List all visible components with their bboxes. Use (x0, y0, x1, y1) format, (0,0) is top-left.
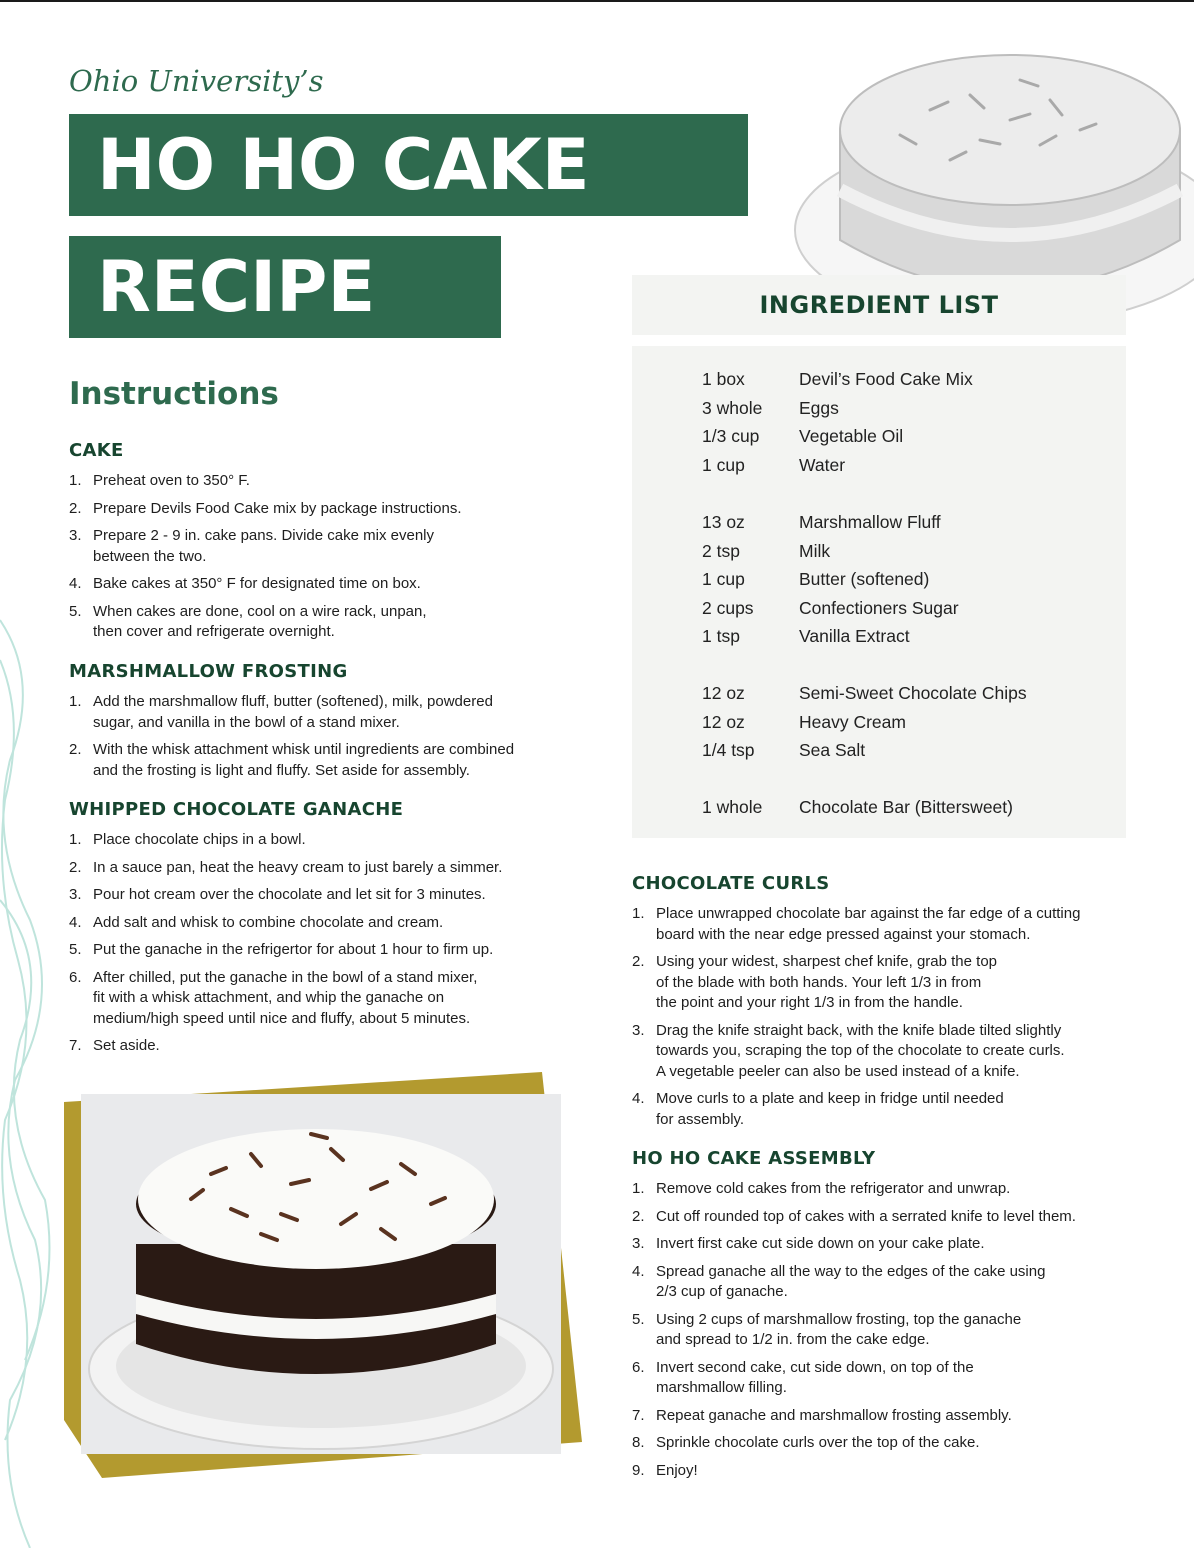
step-text: Place chocolate chips in a bowl. (93, 831, 306, 848)
step-item (632, 1021, 1172, 1083)
title-banner-line1: HO HO CAKE (69, 114, 748, 216)
ingredient-quantity: 2 tsp (702, 540, 740, 561)
step-text: Using your widest, sharpest chef knife, grab the top of the blade with both hands. Your left 1/3 in from the point and your right 1/3 in from the handle. (656, 953, 998, 1011)
step-text: Invert second cake, cut side down, on top of the marshmallow filling. (656, 1358, 974, 1396)
ingredient-group-frosting (702, 508, 959, 651)
step-item (69, 968, 609, 1030)
step-number: 2. (69, 858, 82, 876)
ingredient-quantity: 1/3 cup (702, 426, 760, 447)
step-text: Drag the knife straight back, with the knife blade tilted slightly towards you, scraping the top of the chocolate to create curls. A vegetable peeler can also be used instead of a knife. (656, 1021, 1065, 1080)
step-number: 1. (69, 472, 82, 489)
step-item (632, 1207, 1172, 1228)
cake-steps (69, 471, 609, 643)
step-text: Enjoy! (656, 1461, 698, 1479)
step-number: 7. (632, 1406, 645, 1424)
step-text: Place unwrapped chocolate bar against the far edge of a cutting board with the near edge pressed against your stomach. (656, 905, 1081, 943)
step-item (632, 1406, 1172, 1427)
step-number: 5. (632, 1310, 645, 1328)
curls-section-title: CHOCOLATE CURLS (632, 873, 830, 894)
ingredient-name: Sea Salt (799, 740, 866, 761)
ingredient-name: Eggs (799, 397, 839, 418)
cake-section-title: CAKE (69, 440, 124, 461)
step-number: 4. (69, 913, 82, 931)
step-item (632, 1234, 1172, 1255)
ingredient-name: Butter (softened) (799, 569, 930, 590)
ingredient-quantity: 3 whole (702, 397, 763, 418)
step-item (69, 602, 609, 643)
step-number: 1. (632, 1180, 645, 1197)
ingredient-name: Semi-Sweet Chocolate Chips (799, 683, 1027, 703)
assembly-steps (632, 1179, 1172, 1481)
step-item (69, 940, 609, 961)
ingredient-row (702, 594, 959, 623)
step-number: 8. (632, 1434, 645, 1451)
step-number: 7. (69, 1037, 82, 1054)
step-item (69, 692, 609, 733)
step-number: 6. (69, 968, 82, 986)
ingredient-quantity: 2 cups (702, 597, 754, 618)
ingredient-row (702, 451, 973, 480)
ingredient-quantity: 13 oz (702, 512, 745, 532)
step-text: Repeat ganache and marshmallow frosting assembly. (656, 1406, 1012, 1424)
step-item (632, 1179, 1172, 1200)
ingredient-quantity: 1 tsp (702, 626, 740, 647)
ingredient-name: Milk (799, 540, 831, 561)
step-text: In a sauce pan, heat the heavy cream to just barely a simmer. (93, 858, 503, 876)
assembly-section (632, 1148, 1172, 1488)
ganache-steps (69, 830, 609, 1057)
ingredient-row (702, 679, 1027, 708)
step-number: 1. (632, 905, 645, 922)
ingredient-list-title: INGREDIENT LIST (759, 291, 999, 319)
step-text: Add the marshmallow fluff, butter (softened), milk, powdered sugar, and vanilla in the bowl of a stand mixer. (93, 693, 493, 731)
ingredient-name: Chocolate Bar (Bittersweet) (799, 797, 1013, 817)
step-text: Move curls to a plate and keep in fridge until needed for assembly. (656, 1090, 1004, 1128)
step-text: Pour hot cream over the chocolate and let sit for 3 minutes. (93, 886, 486, 903)
ingredient-name: Marshmallow Fluff (799, 512, 941, 532)
step-item (69, 471, 609, 492)
step-text: Cut off rounded top of cakes with a serrated knife to level them. (656, 1207, 1076, 1225)
step-number: 3. (69, 527, 82, 544)
ingredient-name: Heavy Cream (799, 711, 906, 732)
ingredient-row (702, 537, 959, 566)
step-text: Using 2 cups of marshmallow frosting, top the ganache and spread to 1/2 in. from the cake edge. (656, 1310, 1022, 1348)
ingredient-quantity: 1 cup (702, 569, 745, 590)
step-number: 4. (69, 575, 82, 592)
step-item (69, 740, 609, 781)
ingredient-name: Vanilla Extract (799, 626, 910, 647)
ingredient-quantity: 12 oz (702, 683, 745, 703)
ingredient-quantity: 1 box (702, 369, 745, 389)
ganache-section (69, 799, 609, 1064)
ingredient-quantity: 1 cup (702, 454, 745, 475)
ingredient-row (702, 365, 973, 394)
assembly-section-title: HO HO CAKE ASSEMBLY (632, 1148, 876, 1169)
ingredient-name: Confectioners Sugar (799, 597, 959, 618)
step-number: 3. (632, 1235, 645, 1252)
ingredient-name: Water (799, 454, 846, 475)
step-item (632, 1262, 1172, 1303)
ingredient-quantity: 1/4 tsp (702, 740, 755, 761)
ingredient-group-curls (702, 793, 1013, 822)
step-item (632, 1310, 1172, 1351)
step-number: 6. (632, 1358, 645, 1376)
ingredient-quantity: 12 oz (702, 711, 745, 732)
step-number: 9. (632, 1461, 645, 1479)
step-number: 1. (69, 693, 82, 710)
step-number: 5. (69, 602, 82, 620)
frosting-section-title: MARSHMALLOW FROSTING (69, 661, 348, 682)
ingredient-name: Devil’s Food Cake Mix (799, 369, 973, 389)
step-item (69, 526, 609, 567)
step-item (632, 1358, 1172, 1399)
step-text: Put the ganache in the refrigertor for about 1 hour to firm up. (93, 941, 494, 958)
step-number: 2. (632, 1207, 645, 1225)
step-number: 5. (69, 941, 82, 958)
step-text: After chilled, put the ganache in the bowl of a stand mixer, fit with a whisk attachment, and whip the ganache on medium/high speed until nice and fluffy, about 5 minutes. (93, 968, 478, 1027)
ingredient-row (702, 708, 1027, 737)
step-item (69, 1036, 609, 1057)
step-item (69, 830, 609, 851)
step-number: 3. (632, 1021, 645, 1039)
ingredient-row (702, 793, 1013, 822)
step-text: Prepare Devils Food Cake mix by package instructions. (93, 499, 462, 517)
step-text: Add salt and whisk to combine chocolate and cream. (93, 913, 444, 931)
step-number: 4. (632, 1262, 645, 1280)
step-item (632, 952, 1172, 1014)
step-text: Invert first cake cut side down on your cake plate. (656, 1235, 985, 1252)
ingredient-row (702, 508, 959, 537)
ganache-section-title: WHIPPED CHOCOLATE GANACHE (69, 799, 404, 820)
step-number: 4. (632, 1090, 645, 1107)
ingredient-row (702, 422, 973, 451)
ingredient-list-panel (632, 346, 1126, 838)
cake-section (69, 440, 609, 650)
title-banner-line2: RECIPE (69, 236, 501, 338)
ingredient-quantity: 1 whole (702, 797, 763, 817)
step-number: 1. (69, 831, 82, 848)
step-text: Sprinkle chocolate curls over the top of the cake. (656, 1434, 980, 1451)
step-text: Remove cold cakes from the refrigerator and unwrap. (656, 1180, 1011, 1197)
step-number: 2. (632, 953, 645, 970)
step-item (69, 574, 609, 595)
ingredient-group-ganache (702, 679, 1027, 765)
ingredient-row (702, 394, 973, 423)
step-item (632, 1433, 1172, 1454)
frosting-steps (69, 692, 609, 781)
step-item (69, 499, 609, 520)
instructions-heading: Instructions (69, 376, 279, 412)
step-text: Prepare 2 - 9 in. cake pans. Divide cake mix evenly between the two. (93, 527, 434, 565)
step-text: Spread ganache all the way to the edges of the cake using 2/3 cup of ganache. (656, 1262, 1046, 1300)
step-text: When cakes are done, cool on a wire rack, unpan, then cover and refrigerate overnight. (93, 602, 427, 640)
top-rule (0, 0, 1194, 2)
frosting-section (69, 661, 609, 788)
step-item (632, 1089, 1172, 1130)
header-kicker: Ohio University’s (69, 64, 324, 98)
step-item (69, 913, 609, 934)
step-number: 3. (69, 886, 82, 903)
step-number: 2. (69, 499, 82, 517)
ingredient-row (702, 736, 1027, 765)
ingredient-row (702, 565, 959, 594)
step-item (632, 904, 1172, 945)
ingredient-row (702, 622, 959, 651)
ingredient-list-header (632, 275, 1126, 335)
step-item (69, 885, 609, 906)
ingredient-name: Vegetable Oil (799, 426, 904, 447)
step-text: Bake cakes at 350° F for designated time on box. (93, 575, 421, 592)
ingredient-group-cake (702, 365, 973, 479)
curls-section (632, 873, 1172, 1137)
curls-steps (632, 904, 1172, 1130)
step-text: With the whisk attachment whisk until ingredients are combined and the frosting is light and fluffy. Set aside for assembly. (93, 741, 515, 779)
step-number: 2. (69, 741, 82, 758)
step-text: Set aside. (93, 1037, 160, 1054)
step-text: Preheat oven to 350° F. (93, 472, 250, 489)
topographic-pattern (0, 600, 60, 1548)
cake-photo (81, 1094, 561, 1454)
step-item (69, 858, 609, 879)
step-item (632, 1461, 1172, 1482)
